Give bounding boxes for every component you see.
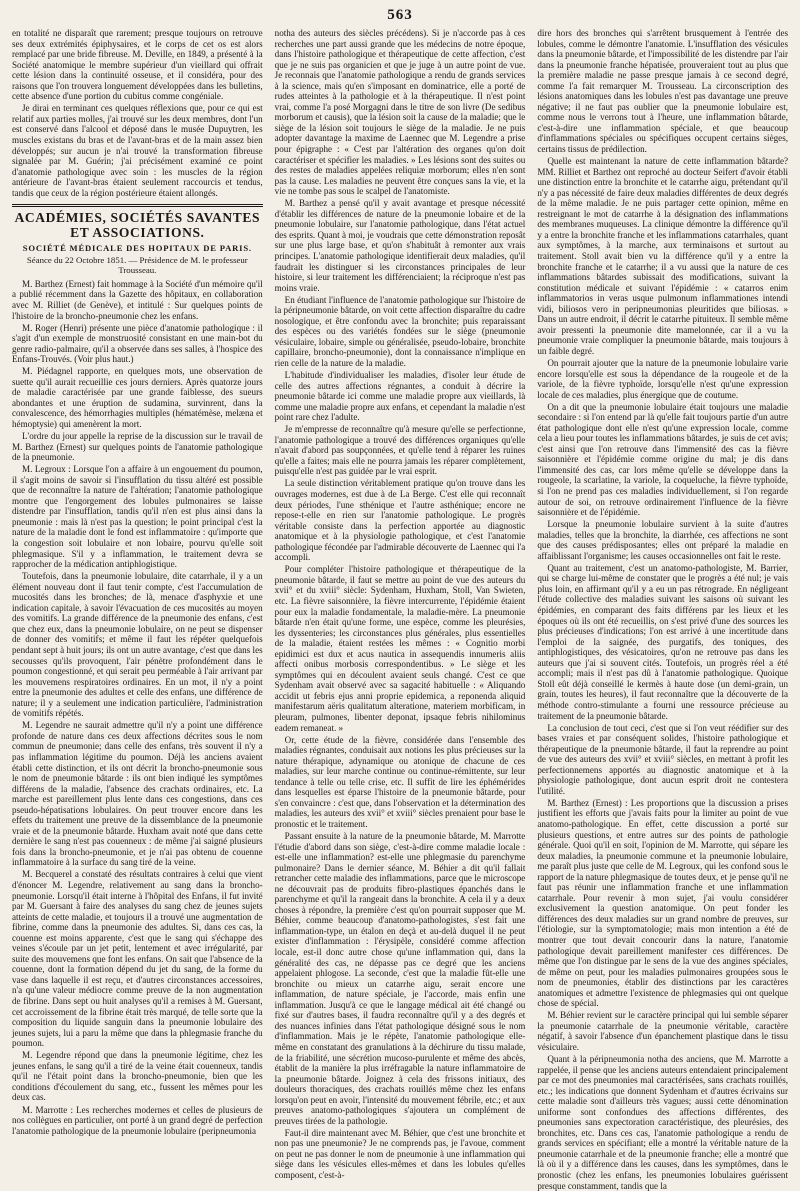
paragraph: Faut-il dire maintenant avec M. Béhier, que c'est une bronchite et non pas une pneumonie? Je ne comprends pas, je l'avoue, comment on peut ne pas donner le nom de pneumonie à une inflammation qui siège dans les vésicules elles-mêmes et dans les lobules qu'elles composent, c'est-à- xyxy=(274,1127,526,1181)
paragraph: Quant au traitement, c'est un anatomo-pathologiste, M. Barrier, qui se charge lui-même de constater que le progrès a été nul; je vais plus loin, en affirmant qu'il y a eu un pas rétrograde. En négligeant l'étude collective des maladies suivant les saisons où suivant les épidémies, en comparant des faits différens par les lieux et les époques où ils ont été recueillis, on s'est privé d'une des sources les plus précieuses d'indications; l'on est arrivé à une incertitude dans l'emploi de la saignée, des purgatifs, des toniques, des antiphlogistiques, des vésicatoires, qu'on ne retrouve pas dans les auteurs que j'ai si souvent cités. Toutefois, un progrès réel a été accompli; mais il n'est pas dû à l'anatomie pathologique. Quoique Stoll eût déjà conseillé le kermès à haute dose (un demi-grain, un grain, toutes les heures), il faut reconnaître que la découverte de la méthode contro-stimulante a fourni une ressource précieuse au traitement de la pneumonie bâtarde. xyxy=(537,562,789,721)
section-title: ACADÉMIES, SOCIÉTÉS SAVANTES ET ASSOCIATIONS. xyxy=(14,210,261,241)
column-2 xyxy=(274,28,526,1181)
columns xyxy=(12,28,789,1191)
paragraph: M. Roger (Henri) présente une pièce d'anatomie pathologique : il s'agit d'un exemple de monstruosité consistant en une main-bot du genre radio-palmaire, qu'il a observée dans ses salles, à l'hospice des Enfans-Trouvés. (Voir plus haut.) xyxy=(12,322,263,365)
divider xyxy=(12,204,263,205)
paragraph: M. Legendre ne saurait admettre qu'il n'y a point une différence profonde de nature dans ces deux affections décrites sous le nom commun de pneumonie; dans celle des enfans, très souvent il n'y a pas inflammation légitime du poumon. Déjà les anciens avaient établi cette distinction, et ils ont décrit la broncho-pneumonie sous le nom de pneumonie bâtarde : ils ont bien indiqué les symptômes différens de la maladie, l'absence des crachats ordinaires, etc. La marche est pareillement plus lente dans ces congestions, dans ces pseudo-hépatisations lobulaires. On peut trouver encore dans les effets du traitement une preuve de la dissemblance de la pneumonie vraie et de la pneumonie bâtarde. Huxham avait noté que dans cette dernière le sang n'est pas couenneux : de même j'ai saigné plusieurs fois dans la broncho-pneumonie, et je n'ai pas obtenu de couenne inflammatoire à la surface du sang tiré de la veine. xyxy=(12,720,263,868)
paragraph: M. Legroux : Lorsque l'on a affaire à un engouement du poumon, il s'agit moins de savoir si l'insufflation du tissu altéré est possible que de reconnaître la nature de l'altération; l'anatomie pathologique montre que l'engorgement des lobules pulmonaires se laisse distendre par l'insufflation, tandis qu'il n'en est plus ainsi dans la pneumonie : mais là n'est pas la question; le point principal c'est la nature de la maladie dont le fond est inflammatoire : qu'importe que la congestion soit lobulaire et non lobaire, pourvu qu'elle soit phlegmasique. S'il y a inflammation, le traitement devra se rapprocher de la médication antiphlogistique. xyxy=(12,464,263,570)
paragraph: On pourrait ajouter que la nature de la pneumonie lobulaire varie encore lorsqu'elle est sous la dépendance de la rougeole et de la variole, de la fièvre typhoïde, lorsqu'elle n'est qu'une expression locale de ces maladies, plus énergique que de coutume. xyxy=(537,357,789,400)
paragraph: Lorsque la pneumonie lobulaire survient à la suite d'autres maladies, telles que la bronchite, la diarrhée, ces affections ne sont que des causes prédisposantes; elles ont préparé la maladie en affaiblissant l'organisme; les causes occasionnelles ont fait le reste. xyxy=(537,519,789,561)
paragraph: dire hors des bronches qui s'arrêtent brusquement à l'entrée des lobules, comme le démontre l'anatomie. L'insufflation des vésicules dans la pneumonie bâtarde, et l'impossibilité de les distendre par l'air dans la pneumonie franche hépatisée, prouveraient tout au plus que la première maladie ne passe presque jamais à ce second degré, comme l'a fait remarquer M. Trousseau. La circonscription des lésions anatomiques dans les lobules n'est pas davantage une preuve négative; il ne faut pas oublier que la pneumonie lobulaire est, comme nous le verrons tout à l'heure, une inflammation bâtarde, c'est-à-dire une inflammation spéciale, et que beaucoup d'inflammations spéciales ou spécifiques occupent certains sièges, certains tissus de prédilection. xyxy=(537,28,789,155)
paragraph: en totalité ne disparaît que rarement; presque toujours on retrouve ses deux extrémités épiphysaires, et le corps de cet os est alors remplacé par une bride fibreuse. M. Deville, en 1849, a présenté à la Société anatomique le membre supérieur d'un vieillard qui offrait cette lésion dans la continuité osseuse, et il considéra, pour des raisons que l'on trouvera longuement développées dans les bulletins, cette absence d'une portion du cubitus comme congéniale. xyxy=(12,28,263,102)
paragraph: La seule distinction véritablement pratique qu'on trouve dans les ouvrages modernes, est due à de La Berge. C'est elle qui reconnaît deux périodes, l'une sthénique et l'autre asthénique; encore ne repose-t-elle en rien sur l'anatomie pathologique. Le progrès véritable consiste dans la perfection apportée au diagnostic anatomique et à la physiologie pathologique, et c'est l'anatomie pathologique fécondée par l'admirable découverte de Laennec qui l'a accompli. xyxy=(274,478,526,563)
paragraph: M. Piédagnel rapporte, en quelques mots, une observation de suette qu'il aurait recueillie ces jours derniers. Après quatorze jours de maladie caractérisée par une grande faiblesse, des sueurs abondantes et une éruption de sudamina, survinrent, dans la convalescence, des hémorrhagies multiples (hématémèse, melæna et hémoptysie) qui amenèrent la mort. xyxy=(12,366,263,429)
paragraph: M. Becquerel a constaté des résultats contraires à celui que vient d'énoncer M. Legendre, relativement au sang dans la broncho-pneumonie. Lorsqu'il était interne à l'hôpital des Enfans, il fut invité par M. Guersant à faire des analyses du sang chez de jeunes sujets atteints de cette maladie, et toujours il a trouvé une augmentation de fibrine, comme dans la pneumonie des adultes. Si, dans ces cas, la couenne est moins apparente, c'est que le sang qui s'échappe des veines s'écoule par un jet petit, lentement et avec irrégularité, par suite des mouvemens que font les enfans. On sait que l'absence de la couenne, dont la formation dépend du jet du sang, de la forme du vase dans laquelle il est reçu, et d'autres circonstances accessoires, n'a qu'une valeur médiocre comme preuve de la non augmentation de fibrine. Dans sept ou huit analyses qu'il a remises à M. Guersant, cet accroissement de la fibrine était très marqué, de telle sorte que la composition du liquide sanguin dans la pneumonie lobulaire des jeunes sujets, lui a paru la même que dans la phlegmasie franche du poumon. xyxy=(12,869,263,1049)
paragraph: M. Béhier revient sur le caractère principal qui lui semble séparer la pneumonie catarrhale de la pneumonie véritable, caractère négatif, à savoir l'absence d'un épanchement plastique dans le tissu vésiculaire. xyxy=(537,1010,789,1052)
paragraph: M. Barthez (Ernest) : Les proportions que la discussion a prises justifient les efforts que j'avais faits pour la limiter au point de vue anatomo-pathologique. En effet, cette discussion a porté sur plusieurs questions, et entre autres sur des points de pathologie générale. Quoi qu'il en soit, l'opinion de M. Marrotte, qui sépare les deux maladies, la pneumonie commune et la pneumonie lobulaire, me paraît plus juste que celle de M. Legroux, qui les confond sous le rapport de la nature phlegmasique de toutes deux, et je pense qu'il ne faut pas réunir une inflammation franche et une inflammation catarrhale. Pour revenir à mon sujet, j'ai voulu considérer exclusivement la question anatomique. On peut fonder les différences des deux maladies sur un grand nombre de preuves, sur l'étiologie, sur la symptomatologie; mais mon intention a été de montrer que tout devait concourir dans la nature, l'anatomie pathologique devait pareillement manifester ces différences. De même que l'on distingue par le sens de la vue des angines spéciales, de même on peut, pour les maladies pulmonaires groupées sous le nom de pneumonies, établir des distinctions par les caractères anatomiques et admettre l'existence de phlegmasies qui ont quelque chose de spécial. xyxy=(537,797,789,1009)
paragraph: M. Barthez (Ernest) fait hommage à la Société d'un mémoire qu'il a publié récemment dans la Gazette des hôpitaux, en collaboration avec M. Rilliet (de Genève), et intitulé : Sur quelques points de l'histoire de la broncho-pneumonie chez les enfans. xyxy=(12,278,263,321)
paragraph: Pour compléter l'histoire pathologique et thérapeutique de la pneumonie bâtarde, il faut se mettre au point de vue des auteurs du xvii° et du xviii° siècle: Sydenham, Huxham, Stoll, Van Swieten, etc. La fièvre saisonnière, la fièvre intercurrente, l'épidémie étaient pour eux la maladie fondamentale, la maladie-mère. La pneumonie bâtarde n'en était qu'une forme, une espèce, comme les pleurésies, les dyssenteries; les circonstances plus générales, plus essentielles de la maladie, étaient restées les mêmes : « Cognitio morbi epidimici est dux et acus nautica in assequendis innumeris aliis affecti onibus morbosis correspondentibus. » Le siège et les symptômes qui en découlent avaient seuls changé. C'est ce que Sydenham avait observé avec sa sagacité habituelle : « Aliquando accidit ut febris ejus anni proprie epidemica, a reponenda aliquid manifestarum aëris qualitatum alteratione, materiem morbificam, in pleuram, pulmones, libenter deponat, ipsaque febris nihilominus eadem remaneat. » xyxy=(274,564,526,733)
paragraph: En étudiant l'influence de l'anatomie pathologique sur l'histoire de la péripneumonie bâtarde, on voit cette affection disparaître du cadre nosologique, et être confondu avec la bronchite; puis reparaissant des espèces ou des variétés fondées sur le siège (pneumonie vésiculaire, lobaire, simple ou généralisée, pseudo-lobaire, bronchite capillaire, broncho-pneumonie), dont la connaissance n'implique en rien celle de la nature de la maladie. xyxy=(274,294,526,368)
paragraph: On a dit que la pneumonie lobulaire était toujours une maladie secondaire : si l'on entend par là qu'elle fait toujours partie d'un autre état pathologique dont elle n'est qu'une expression locale, comme cela a lieu pour toutes les inflammations bâtardes, je suis de cet avis; c'est ainsi que l'on retrouve dans l'immensité des cas la fièvre saisonnière et l'épidémie comme origine du mal; je dis dans l'immensité des cas, car lors même qu'elle se développe dans la rougeole, la scarlatine, la variole, la coqueluche, la fièvre typhoïde, si l'on ne prend pas ces maladies individuellement, si l'on regarde autour de soi, on retrouve ordinairement l'influence de la fièvre saisonnière et de l'épidémie. xyxy=(537,401,789,518)
divider xyxy=(12,206,263,207)
paragraph: Je dirai en terminant ces quelques réflexions que, pour ce qui est relatif aux parties molles, j'ai trouvé sur les deux membres, dont l'un est conservé dans l'alcool et déposé dans le musée Dupuytren, les muscles existans du bras et de l'avant-bras et de la main assez bien développés; sur aucun je n'ai trouvé la transformation fibreuse signalée par M. Guérin; j'ai précisément examiné ce point d'anatomie pathologique avec soin : les muscles de la région antérieure de l'avant-bras étaient seulement raccourcis et tendus, tandis que ceux de la région postérieure étaient allongés. xyxy=(12,103,263,198)
paragraph: L'habitude d'individualiser les maladies, d'isoler leur étude de celle des autres affections régnantes, a conduit à décrire la pneumonie bâtarde ici comme une maladie propre aux vieillards, là comme une maladie propre aux enfans, et cependant la maladie n'est point rare chez l'adulte. xyxy=(274,370,526,423)
society-title: SOCIÉTÉ MÉDICALE DES HOPITAUX DE PARIS. xyxy=(22,243,252,254)
paragraph: Quelle est maintenant la nature de cette inflammation bâtarde? MM. Rilliet et Barthez ont reproché au docteur Seifert d'avoir établi une distinction entre la bronchite et le catarrhe aigu, prétendant qu'il n'y a pas nécessité de faire deux maladies différentes de deux degrés de la même maladie. Je ne puis partager cette opinion, même en restreignant le mot de catarrhe à la désignation des inflammations des membranes muqueuses. La clinique démontre la différence qu'il y a entre la bronchite franche et les inflammations catarrhales, quant aux symptômes, à la marche, aux terminaisons et surtout au traitement. Stoll avait bien vu la différence qu'il y a entre la bronchite franche et le catarrhe; il a vu aussi que la nature de ces inflammations bâtardes subissait des modifications, suivant la constitution médicale et suivant l'épidémie : « catarros enim inflammatorios in veras usque pulmonum inflammationes intendi vidi, biliosos vero in peripneumonias pleuritides que biliosas. » Dans un autre endroit, il décrit le catarrhe pituiteux. Il semble même avoir pressenti la pneumonie dite mamelonnée, car il a vu la pneumonie vraie compliquer la pneumonie bâtarde, mais toujours à un faible degré. xyxy=(537,156,789,356)
paragraph: Passant ensuite à la nature de la pneumonie bâtarde, M. Marrotte l'étudie d'abord dans son siège, c'est-à-dire comme maladie locale : est-elle une inflammation? est-elle une phlegmasie du parenchyme pulmonaire? Dans le dernier séance, M. Béhier a dit qu'il fallait retrancher cette maladie des inflammations, parce que le microscope ne découvrait pas de produits fibro-plastiques épanchés dans le parenchyme et qu'il la rangeait dans la bronchite. A cela il y a deux choses à répondre, la première c'est qu'on pourrait supposer que M. Béhier, comme beaucoup d'anatomo-pathologistes, s'est fait une inflammation-type, un étalon en deçà et au-delà duquel il ne peut exister d'inflammation : l'érysipèle, considéré comme affection locale, est-il donc autre chose qu'une inflammation qui, dans la généralité des cas, ne dépasse pas ce degré que les anciens appelaient phlogose. La seconde, c'est que la maladie fût-elle une bronchite ou mieux un catarrhe aigu, serait encore une inflammation, de nature spéciale, je l'accorde, mais enfin une inflammation. Jusqu'à ce que le langage médical ait été changé ou fixé sur d'autres bases, il faudra reconnaître qu'il y a des degrés et des nuances infinies dans l'état pathologique désigné sous le nom d'inflammation. Mais je le répète, l'anatomie pathologique elle-même en constatant des granulations à la déchirure du tissu malade, de la friabilité, une sécrétion mucoso-purulente et même des abcès, établit de la manière la plus irréfragable la nature inflammatoire de la pneumonie bâtarde. Joignez à cela des frissons initiaux, des douleurs thoraciques, des crachats rouillés même chez les enfans lorsqu'on peut en avoir, l'intensité du mouvement fébrile, etc.; et aux preuves anatomo-pathologiques s'ajoutera un complément de preuves tirées de la pathologie. xyxy=(274,831,526,1126)
paragraph: notha des auteurs des siècles précédens). Si je n'accorde pas à ces recherches une part aussi grande que les médecins de notre époque, dans l'histoire pathologique et thérapeutique de cette affection, c'est que je ne suis pas organicien et que je juge à un autre point de vue. Je reconnais que l'anatomie pathologique a rendu de grands services à la science, mais qu'en s'imposant en dominatrice, elle a porté de rudes atteintes à la pathologie et à la thérapeutique. Il n'est point vrai, comme l'a posé Morgagni dans le titre de son livre (De sedibus morborum et causis), que la lésion soit la cause de la maladie; que le siège de la lésion soit toujours le siège de la maladie. Je ne puis adopter davantage la maxime de Laennec que M. Legendre a prise pour épigraphe : « C'est par l'altération des organes qu'on doit caractériser et spécifier les maladies. » Les lésions sont des suites ou des restes de maladies appelées reliquiæ morborum; elles n'en sont pas la cause. Les maladies ne peuvent être conçues sans la vie, et la vie ne tombe pas sous le scalpel de l'anatomiste. xyxy=(274,28,526,197)
paragraph: M. Barthez a pensé qu'il y avait avantage et presque nécessité d'établir les différences de nature de la pneumonie lobaire et de la pneumonie lobulaire, sur l'anatomie pathologique, dans l'état actuel des esprits. Quant à moi, je voudrais que cette démonstration reposât sur une plus large base, et qu'on s'habituât à remonter aux vrais principes. L'anatomie pathologique identifierait deux maladies, qu'il faudrait les distinguer si les circonstances principales de leur histoire, si leur traitement les différenciaient; la réciproque n'est pas moins vraie. xyxy=(274,198,526,293)
paragraph: L'ordre du jour appelle la reprise de la discussion sur le travail de M. Barthez (Ernest) sur quelques points de l'anatomie pathologique de la pneumonie. xyxy=(12,431,263,463)
paragraph: M. Legendre répond que dans la pneumonie légitime, chez les jeunes enfans, le sang qu'il a tiré de la veine était couenneux, tandis qu'il ne l'était point dans la broncho-pneumonie, bien que les conditions d'écoulement du sang, etc., fussent les mêmes pour les deux cas. xyxy=(12,1050,263,1103)
page-number: 563 xyxy=(387,7,413,23)
session-line: Séance du 22 Octobre 1851. — Présidence de M. le professeur Trousseau. xyxy=(26,254,248,276)
paragraph: Toutefois, dans la pneumonie lobulaire, dite catarrhale, il y a un élément nouveau dont il faut tenir compte, c'est l'accumulation de mucosités dans les bronches; de là, menace d'asphyxie et une indication capitale, à savoir l'évacuation de ces mucosités au moyen des vomitifs. La grande différence de la pneumonie des enfans, c'est que chez eux, dans la pneumonie lobulaire, on ne peut se dispenser de donner des vomitifs; et même il faut les répéter quelquefois pendant sept à huit jours; ils ont un autre avantage, c'est que dans les secousses qu'ils provoquent, l'air pénètre profondément dans le poumon congestionné, et qui serait peu perméable à l'air arrivant par les mouvemens respiratoires ordinaires. En un mot, il n'y a point entre la pneumonie des adultes et celle des enfans, une différence de nature; il y a seulement une indication particulière, l'administration de vomitifs répétés. xyxy=(12,571,263,719)
column-3 xyxy=(537,28,789,1191)
paragraph: La conclusion de tout ceci, c'est que si l'on veut réédifier sur des bases vraies et par conséquent solides, l'histoire pathologique et thérapeutique de la pneumonie bâtarde, il faut la reprendre au point de vue des auteurs des xvii° et xviii° siècles, en mettant à profit les perfectionnemens apportés au diagnostic anatomique et à la physiologie pathologique, dont aucun esprit droit ne contestera l'utilité. xyxy=(537,722,789,796)
paragraph: Je m'empresse de reconnaître qu'à mesure qu'elle se perfectionne, l'anatomie pathologique a trouvé des différences organiques qu'elle n'avait d'abord pas soupçonnées, et qu'elle tend à réparer les ruines qu'elle a faites; mais elle ne pourra jamais les réparer complètement, puisqu'elle n'est pas guidée par le vrai esprit. xyxy=(274,424,526,477)
paragraph: M. Marrotte : Les recherches modernes et celles de plusieurs de nos collègues en particulier, ont porté à un grand degré de perfection l'anatomie pathologique de la pneumonie lobulaire (peripneumonia xyxy=(12,1104,263,1136)
paragraph: Quant à la péripneumonia notha des anciens, que M. Marrotte a rappelée, il pense que les anciens auteurs entendaient principalement par ce mot des pneumonies mal caractérisées, sans crachats rouillés, etc.; les indications que donnent Sydenham et d'autres écrivains sur cette maladie sont d'ailleurs très vagues; aussi cette dénomination uniforme sont confondues des affections différentes, des pneumonies sans expectoration caractéristique, des pleurésies, des bronchites, etc. Dans ces cas, l'anatomie pathologique a rendu de grands services en spécifiant; elle a montré la véritable nature de la pneumonie catarrhale et de la pneumonie franche; elle a montré que là où il y a différence dans les causes, dans les symptômes, dans le pronostic (chez les enfans, les pneumonies lobulaires guérissent presque constamment, tandis que la xyxy=(537,1054,789,1191)
column-1 xyxy=(12,28,263,1136)
paragraph: Or, cette étude de la fièvre, considérée dans l'ensemble des maladies régnantes, conduisait aux notions les plus précieuses sur la nature thérapique, adynamique ou atonique de chacune de ces maladies, sur leur marche continue ou continue-rémittente, sur leur tendance à telle ou telle crise, etc. Il suffit de lire les éphémérides dans lesquelles est éparse l'histoire de la pneumonie bâtarde, pour s'en convaincre : c'est que, dans l'observation et la détermination des maladies, les auteurs des xvii° et xviii° siècles prenaient pour base le pronostic et le traitement. xyxy=(274,734,526,829)
